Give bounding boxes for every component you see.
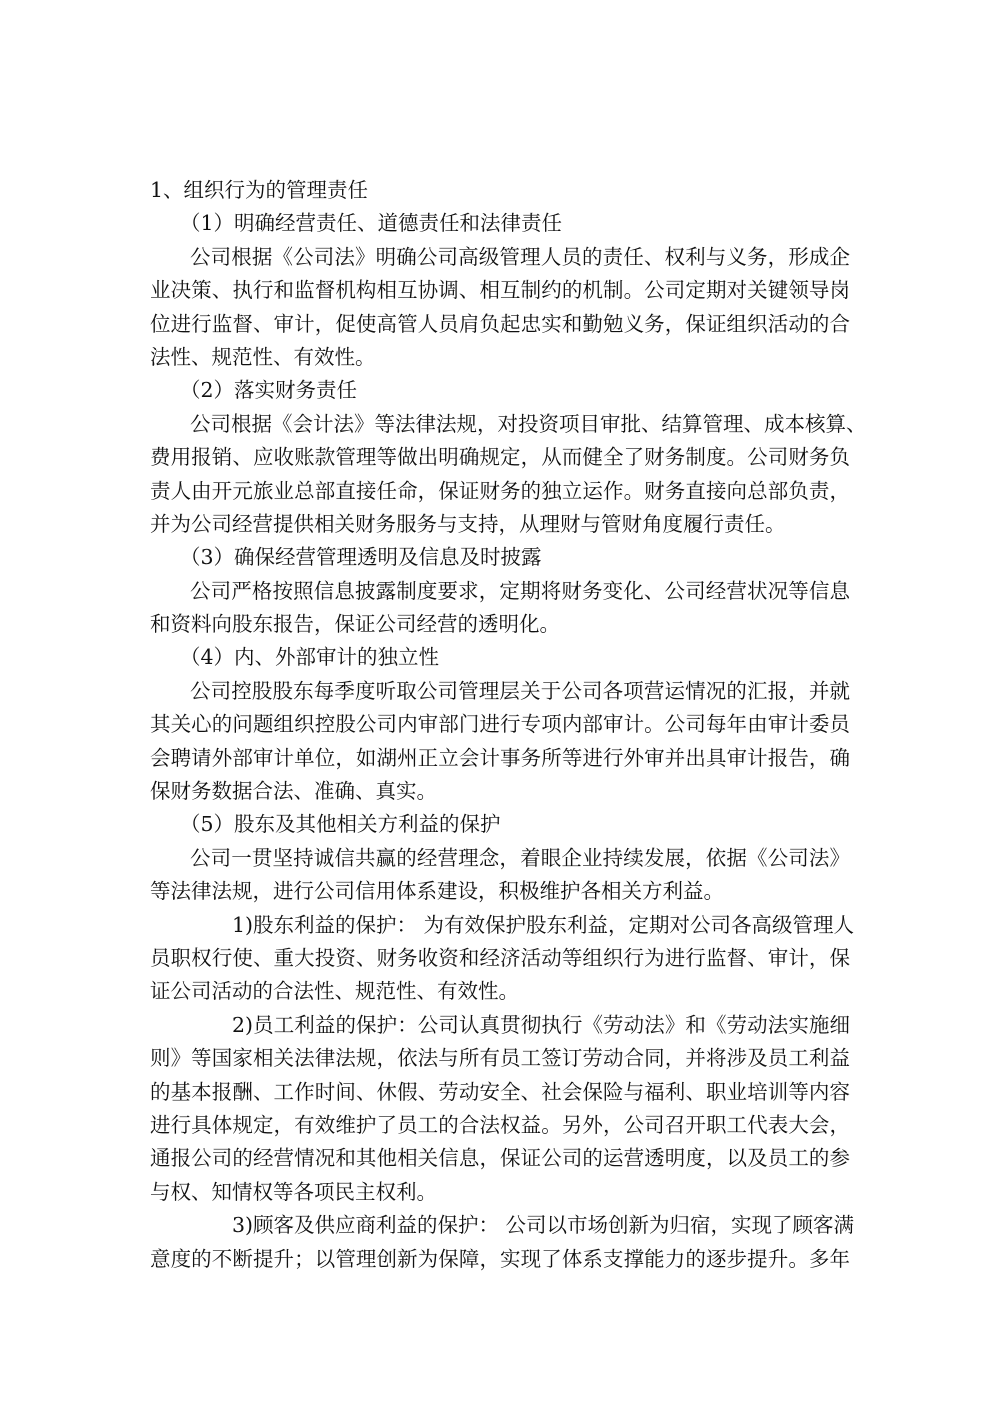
text-line: 员职权行使、重大投资、财务收资和经济活动等组织行为进行监督、审计，保 xyxy=(150,945,850,970)
text-line: 证公司活动的合法性、规范性、有效性。 xyxy=(150,979,519,1004)
text-line: 法性、规范性、有效性。 xyxy=(150,344,376,369)
subsection-title-1: （1）明确经营责任、道德责任和法律责任 xyxy=(180,211,563,236)
subitem-shareholders xyxy=(150,909,855,1009)
text-line: 公司控股股东每季度听取公司管理层关于公司各项营运情况的汇报，并就 xyxy=(190,678,850,703)
text-line: 会聘请外部审计单位，如湖州正立会计事务所等进行外审并出具审计报告，确 xyxy=(150,745,850,770)
text-line: 1)股东利益的保护： 为有效保护股东利益，定期对公司各高级管理人 xyxy=(232,912,855,937)
text-line: 其关心的问题组织控股公司内审部门进行专项内部审计。公司每年由审计委员 xyxy=(150,712,850,737)
text-line: 的基本报酬、工作时间、休假、劳动安全、社会保险与福利、职业培训等内容 xyxy=(150,1079,850,1104)
subsection-title-4: （4）内、外部审计的独立性 xyxy=(180,645,440,670)
text-line: 业决策、执行和监督机构相互协调、相互制约的机制。公司定期对关键领导岗 xyxy=(150,278,850,303)
subsection-title-2: （2）落实财务责任 xyxy=(180,378,358,403)
text-line: 与权、知情权等各项民主权利。 xyxy=(150,1179,437,1204)
text-line: 2)员工利益的保护：公司认真贯彻执行《劳动法》和《劳动法实施细 xyxy=(232,1012,850,1037)
text-line: 并为公司经营提供相关财务服务与支持，从理财与管财角度履行责任。 xyxy=(150,511,786,536)
text-line: 公司根据《公司法》明确公司高级管理人员的责任、权利与义务，形成企 xyxy=(190,244,850,269)
subsection-title-3: （3）确保经营管理透明及信息及时披露 xyxy=(180,545,542,570)
text-line: 费用报销、应收账款管理等做出明确规定，从而健全了财务制度。公司财务负 xyxy=(150,445,850,470)
text-line: 公司严格按照信息披露制度要求，定期将财务变化、公司经营状况等信息 xyxy=(190,578,850,603)
paragraph-5 xyxy=(150,842,850,909)
paragraph-1 xyxy=(150,241,850,375)
text-line: 意度的不断提升；以管理创新为保障，实现了体系支撑能力的逐步提升。多年 xyxy=(150,1246,850,1271)
text-line: 保财务数据合法、准确、真实。 xyxy=(150,779,437,804)
paragraph-4 xyxy=(150,675,850,809)
text-line: 等法律法规，进行公司信用体系建设，积极维护各相关方利益。 xyxy=(150,879,724,904)
paragraph-2 xyxy=(150,408,867,542)
text-line: 责人由开元旅业总部直接任命，保证财务的独立运作。财务直接向总部负责， xyxy=(150,478,850,503)
text-line: 公司一贯坚持诚信共赢的经营理念，着眼企业持续发展，依据《公司法》 xyxy=(190,845,850,870)
text-line: 3)顾客及供应商利益的保护： 公司以市场创新为归宿，实现了顾客满 xyxy=(232,1213,855,1238)
document-body xyxy=(150,174,867,1276)
subitem-employees xyxy=(150,1009,850,1209)
text-line: 和资料向股东报告，保证公司经营的透明化。 xyxy=(150,612,560,637)
text-line: 公司根据《会计法》等法律法规，对投资项目审批、结算管理、成本核算、 xyxy=(190,411,867,436)
text-line: 通报公司的经营情况和其他相关信息，保证公司的运营透明度，以及员工的参 xyxy=(150,1146,850,1171)
text-line: 则》等国家相关法律法规，依法与所有员工签订劳动合同，并将涉及员工利益 xyxy=(150,1046,850,1071)
subitem-customers-suppliers xyxy=(150,1209,855,1276)
section-heading: 1、组织行为的管理责任 xyxy=(150,178,369,202)
text-line: 进行具体规定，有效维护了员工的合法权益。另外，公司召开职工代表大会， xyxy=(150,1112,850,1137)
text-line: 位进行监督、审计，促使高管人员肩负起忠实和勤勉义务，保证组织活动的合 xyxy=(150,311,850,336)
subsection-title-5: （5）股东及其他相关方利益的保护 xyxy=(180,812,501,837)
paragraph-3 xyxy=(150,575,850,642)
